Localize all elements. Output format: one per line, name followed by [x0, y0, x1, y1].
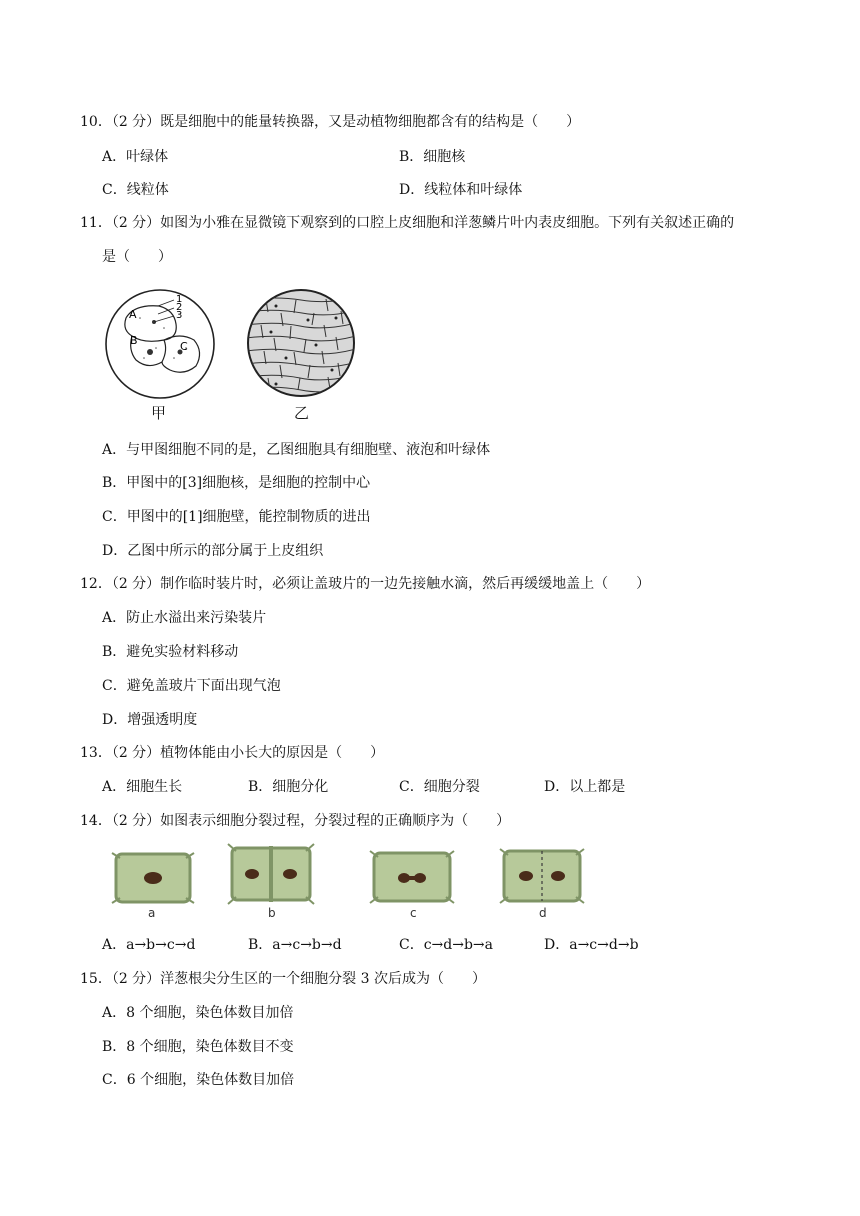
- marker-2: 2: [176, 302, 183, 313]
- q14-stem: 14．（2 分）如图表示细胞分裂过程，分裂过程的正确顺序为（ ）: [80, 813, 511, 829]
- cell-label-b: b: [268, 906, 276, 920]
- marker-b: B: [130, 334, 138, 347]
- q11-option-c: C．甲图中的[1]细胞壁，能控制物质的进出: [102, 509, 371, 525]
- q15-option-b: B．8 个细胞，染色体数目不变: [102, 1039, 294, 1055]
- q13-option-d: D．以上都是: [544, 779, 626, 795]
- q11-stem-cont: 是（ ）: [102, 249, 172, 265]
- q10-stem: 10．（2 分）既是细胞中的能量转换器，又是动植物细胞都含有的结构是（ ）: [80, 114, 581, 130]
- q13-option-c: C．细胞分裂: [399, 779, 480, 795]
- cell-d-image: [500, 846, 584, 906]
- figure-label-jia: 甲: [151, 404, 167, 422]
- figure-label-yi: 乙: [294, 404, 310, 422]
- onion-epidermis-micrograph: [246, 288, 356, 398]
- q15-option-c: C．6 个细胞，染色体数目加倍: [102, 1072, 295, 1088]
- q10-option-b: B．细胞核: [399, 149, 466, 165]
- q11-option-b: B．甲图中的[3]细胞核，是细胞的控制中心: [102, 475, 371, 491]
- q14-option-a: A．a→b→c→d: [102, 937, 196, 953]
- q10-option-c: C．线粒体: [102, 182, 169, 198]
- marker-3: 3: [176, 310, 183, 321]
- q11-option-d: D．乙图中所示的部分属于上皮组织: [102, 543, 324, 559]
- q15-option-a: A．8 个细胞，染色体数目加倍: [102, 1005, 294, 1021]
- q12-option-a: A．防止水溢出来污染装片: [102, 610, 267, 626]
- q11-stem: 11．（2 分）如图为小雅在显微镜下观察到的口腔上皮细胞和洋葱鳞片叶内表皮细胞。下列有关叙述正确的: [80, 215, 735, 231]
- q11-option-a: A．与甲图细胞不同的是，乙图细胞具有细胞壁、液泡和叶绿体: [102, 442, 491, 458]
- cheek-cell-micrograph: [104, 288, 216, 400]
- cell-a-image: [112, 850, 194, 906]
- marker-a: A: [129, 308, 137, 321]
- q13-option-b: B．细胞分化: [248, 779, 329, 795]
- cell-b-image: [228, 842, 314, 906]
- marker-c: C: [180, 340, 188, 353]
- q13-stem: 13．（2 分）植物体能由小长大的原因是（ ）: [80, 745, 385, 761]
- q12-option-b: B．避免实验材料移动: [102, 644, 239, 660]
- q14-option-b: B．a→c→b→d: [248, 937, 342, 953]
- q14-option-d: D．a→c→d→b: [544, 937, 639, 953]
- cell-label-a: a: [148, 906, 156, 920]
- q12-option-d: D．增强透明度: [102, 712, 198, 728]
- marker-1: 1: [176, 294, 183, 305]
- q10-option-a: A．叶绿体: [102, 149, 169, 165]
- q15-stem: 15．（2 分）洋葱根尖分生区的一个细胞分裂 3 次后成为（ ）: [80, 971, 486, 987]
- q10-option-d: D．线粒体和叶绿体: [399, 182, 523, 198]
- cell-c-image: [370, 848, 454, 906]
- q14-option-c: C．c→d→b→a: [399, 937, 494, 953]
- q13-option-a: A．细胞生长: [102, 779, 183, 795]
- q12-stem: 12．（2 分）制作临时装片时，必须让盖玻片的一边先接触水滴，然后再缓缓地盖上（ ）: [80, 576, 651, 592]
- cell-label-d: d: [539, 906, 547, 920]
- q12-option-c: C．避免盖玻片下面出现气泡: [102, 678, 281, 694]
- cell-label-c: c: [410, 906, 417, 920]
